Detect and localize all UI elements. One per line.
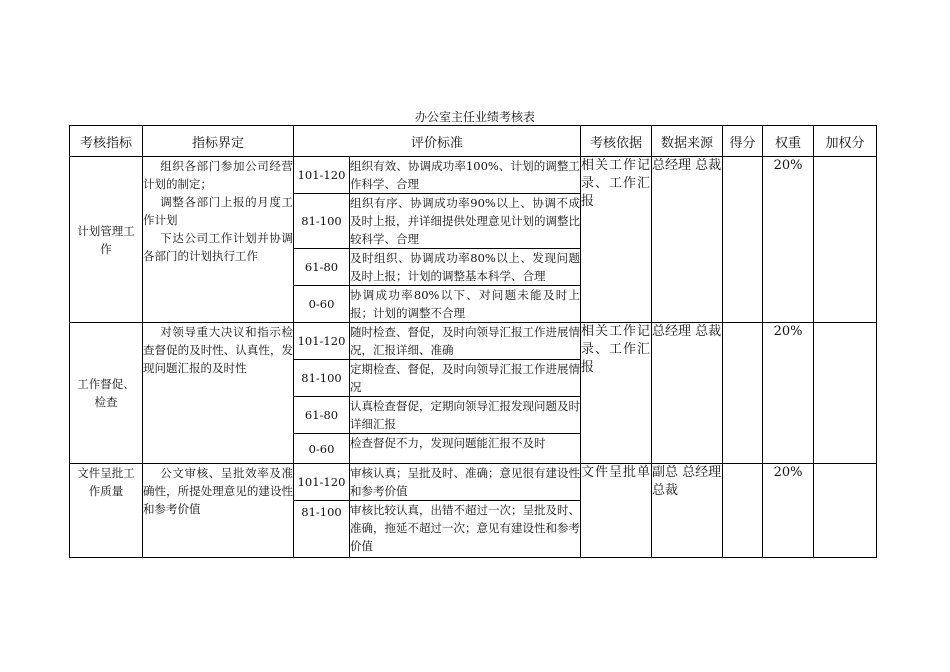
score-range: 0-60 [294, 286, 350, 323]
weighted-score-cell [814, 157, 877, 323]
definition-line: 公文审核、呈批效率及准确性，所提处理意见的建设性和参考价值 [143, 466, 293, 516]
score-range: 61-80 [294, 397, 350, 434]
indicator-cell [70, 323, 143, 464]
source-cell: 总经理 总裁 [652, 157, 723, 323]
score-cell [723, 157, 763, 323]
criteria-text: 检查督促不力，发现问题能汇报不及时 [350, 434, 581, 464]
table-row [70, 323, 877, 360]
criteria-text: 定期检查、督促，及时向领导汇报工作进展情况 [350, 360, 581, 397]
weight-cell: 20% [763, 323, 814, 464]
definition-cell [143, 157, 294, 323]
table-row [70, 157, 877, 194]
header-definition: 指标界定 [143, 126, 294, 157]
page-title: 办公室主任业绩考核表 [414, 110, 535, 124]
score-range: 101-120 [294, 323, 350, 360]
weight-cell: 20% [763, 157, 814, 323]
header-indicator: 考核指标 [70, 126, 143, 157]
definition-line: 调整各部门上报的月度工作计划 [143, 195, 293, 227]
definition-line: 下达公司工作计划并协调各部门的计划执行工作 [143, 231, 293, 263]
criteria-text: 组织有效、协调成功率100%、计划的调整工作科学、合理 [350, 157, 581, 194]
header-source: 数据来源 [652, 126, 723, 157]
header-row [70, 126, 877, 157]
header-weight: 权重 [763, 126, 814, 157]
criteria-text: 随时检查、督促，及时向领导汇报工作进展情况，汇报详细、准确 [350, 323, 581, 360]
indicator-cell [70, 157, 143, 323]
criteria-text: 组织有序、协调成功率90%以上、协调不成及时上报，并详细提供处理意见计划的调整比较科学、合理 [350, 194, 581, 249]
header-basis: 考核依据 [581, 126, 652, 157]
basis-cell: 相关工作记录、工作汇报 [581, 323, 652, 464]
score-range: 0-60 [294, 434, 350, 464]
criteria-text: 及时组织、协调成功率80%以上、发现问题及时上报；计划的调整基本科学、合理 [350, 249, 581, 286]
source-cell: 副总 总经理 总裁 [652, 464, 723, 558]
header-score: 得分 [723, 126, 763, 157]
criteria-text: 审核认真；呈批及时、准确；意见很有建设性和参考价值 [350, 464, 581, 501]
weighted-score-cell [814, 323, 877, 464]
indicator-name: 计划管理工作 [77, 223, 135, 256]
criteria-text: 审核比较认真，出错不超过一次；呈批及时、准确，拖延不超过一次；意见有建设性和参考价值 [350, 501, 581, 558]
criteria-text: 协调成功率80%以下、对问题未能及时上报；计划的调整不合理 [350, 286, 581, 323]
criteria-text: 认真检查督促，定期向领导汇报发现问题及时详细汇报 [350, 397, 581, 434]
table-row [70, 464, 877, 501]
definition-line: 对领导重大决议和指示检查督促的及时性、认真性，发现问题汇报的及时性 [143, 325, 293, 375]
score-range: 81-100 [294, 360, 350, 397]
definition-cell [143, 464, 294, 558]
indicator-cell [70, 464, 143, 558]
score-range: 81-100 [294, 501, 350, 558]
appraisal-table [69, 125, 877, 558]
indicator-name: 文件呈批工作质量 [77, 466, 135, 498]
header-weighted-score: 加权分 [814, 126, 877, 157]
source-cell: 总经理 总裁 [652, 323, 723, 464]
basis-cell: 相关工作记录、工作汇报 [581, 157, 652, 323]
score-range: 61-80 [294, 249, 350, 286]
header-criteria: 评价标准 [294, 126, 581, 157]
basis-cell: 文件呈批单 [581, 464, 652, 558]
indicator-name: 工作督促、检查 [77, 377, 135, 409]
weight-cell: 20% [763, 464, 814, 558]
weighted-score-cell [814, 464, 877, 558]
score-range: 101-120 [294, 464, 350, 501]
score-range: 81-100 [294, 194, 350, 249]
score-range: 101-120 [294, 157, 350, 194]
definition-line: 组织各部门参加公司经营计划的制定； [143, 159, 293, 191]
score-cell [723, 323, 763, 464]
definition-cell [143, 323, 294, 464]
score-cell [723, 464, 763, 558]
